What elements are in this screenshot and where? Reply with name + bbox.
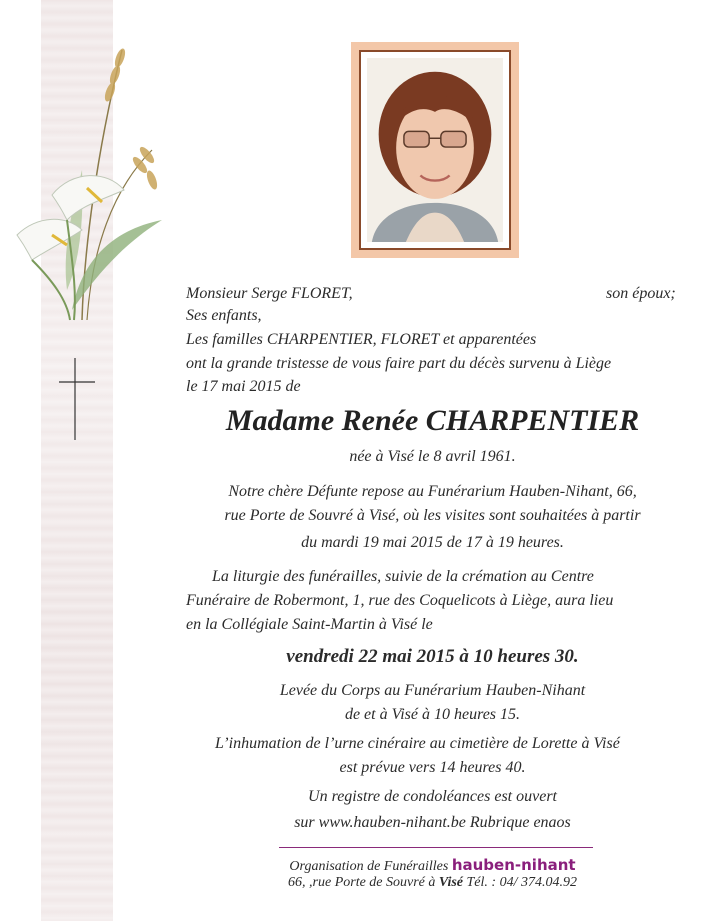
portrait-photo [367,58,503,242]
funeral-date: vendredi 22 mai 2015 à 10 heures 30. [286,646,579,667]
liturgy-line-2: Funéraire de Robermont, 1, rue des Coquelicots à Liège, aura lieu [186,592,614,609]
deceased-name: Madame Renée CHARPENTIER [225,404,640,437]
sadness-line: ont la grande tristesse de vous faire part du décès survenu à Liège [186,355,612,372]
visitation-line-3: du mardi 19 mai 2015 de 17 à 19 heures. [301,534,564,551]
inhumation-line-2: est prévue vers 14 heures 40. [339,759,526,776]
procession-line-2: de et à Visé à 10 heures 15. [344,706,521,723]
death-date-line: le 17 mai 2015 de [186,378,301,395]
visitation-line-1: Notre chère Défunte repose au Funérarium Hauben-Nihant, 66, [228,483,637,500]
procession-line-1: Levée du Corps au Funérarium Hauben-Nihant [279,682,586,699]
birth-line: née à Visé le 8 avril 1961. [349,448,516,465]
cross-icon [59,358,95,440]
address-phone: Tél. : 04/ 374.04.92 [466,875,577,890]
children-line: Ses enfants, [186,307,262,324]
brand-logo-text: hauben-nihant [451,856,576,874]
visitation-line-2: rue Porte de Souvré à Visé, où les visites sont souhaitées à partir [224,507,641,524]
portrait-frame [351,42,519,258]
footer-address [180,875,685,891]
address-city: Visé [438,875,464,890]
condolences-line-2: sur www.hauben-nihant.be Rubrique enaos [294,814,571,831]
inhumation-line-1: L’inhumation de l’urne cinéraire au cimetière de Lorette à Visé [215,735,620,752]
footer-organisation [180,856,685,875]
calla-lily-wheat-illustration [12,30,172,330]
address-street: 66, ,rue Porte de Souvré à [288,875,436,890]
families-line: Les familles CHARPENTIER, FLORET et apparentées [186,331,537,348]
spouse-name: Monsieur Serge FLORET, [186,285,353,302]
liturgy-line-1: La liturgie des funérailles, suivie de la crémation au Centre [212,568,594,585]
footer-divider [279,847,593,848]
liturgy-line-3: en la Collégiale Saint-Martin à Visé le [186,616,433,633]
condolences-line-1: Un registre de condoléances est ouvert [308,788,557,805]
organisation-label: Organisation de Funérailles [289,859,449,874]
spouse-role: son époux; [606,285,676,302]
